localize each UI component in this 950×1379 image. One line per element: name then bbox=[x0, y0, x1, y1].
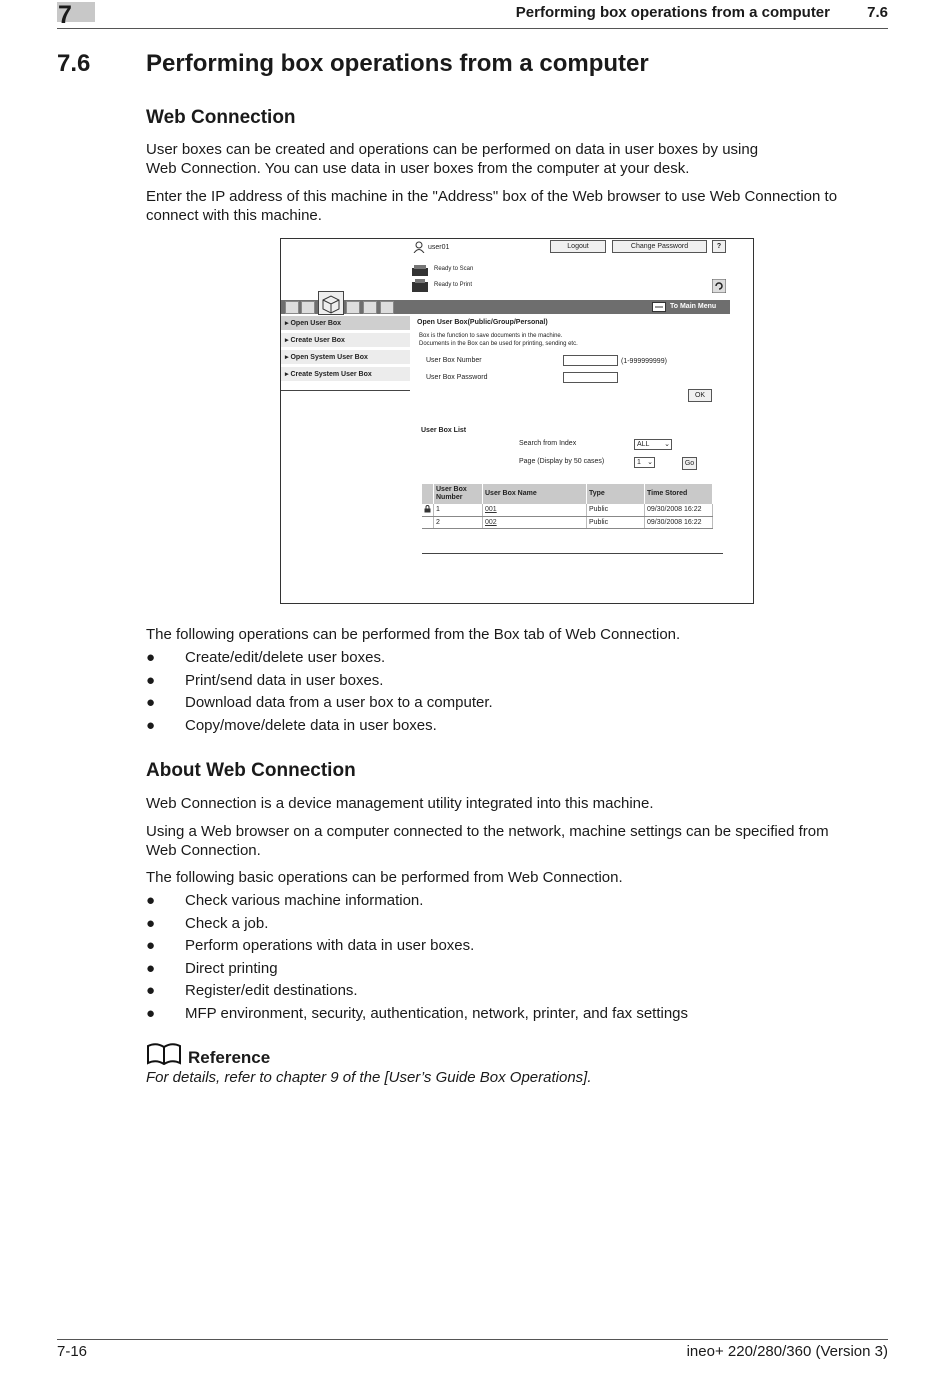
table-row bbox=[422, 504, 713, 516]
list-title: User Box List bbox=[421, 427, 467, 434]
box-password-input[interactable] bbox=[563, 372, 618, 383]
list-item bbox=[146, 693, 493, 716]
header-rule bbox=[57, 28, 888, 29]
list-item-text: MFP environment, security, authentication, network, printer, and fax settings bbox=[185, 1004, 689, 1022]
change-password-button[interactable]: Change Password bbox=[612, 240, 707, 253]
reference-text: For details, refer to chapter 9 of the [User’s Guide Box Operations]. bbox=[146, 1069, 592, 1086]
bullet-icon: ● bbox=[146, 1004, 156, 1022]
about-para3: The following basic operations can be performed from Web Connection. bbox=[146, 869, 623, 886]
bullet-icon: ● bbox=[146, 982, 156, 999]
running-header-title: Performing box operations from a computer bbox=[515, 4, 830, 21]
box-number-input[interactable] bbox=[563, 355, 618, 366]
list-item bbox=[146, 959, 688, 982]
para-line: connect with this machine. bbox=[146, 207, 322, 224]
tab-maintenance[interactable] bbox=[301, 301, 315, 314]
refresh-icon[interactable] bbox=[712, 279, 726, 293]
list-item-text: Register/edit destinations. bbox=[185, 982, 358, 999]
menu-open-user-box[interactable]: ▸ Open User Box bbox=[281, 316, 410, 331]
table-row bbox=[422, 516, 713, 528]
list-item bbox=[146, 1004, 688, 1027]
main-menu-icon bbox=[652, 302, 666, 312]
about-heading: About Web Connection bbox=[146, 760, 356, 781]
running-header-section: 7.6 bbox=[867, 4, 888, 21]
tab-job[interactable] bbox=[285, 301, 299, 314]
status-print: Ready to Print bbox=[434, 282, 473, 288]
bullet-icon: ● bbox=[146, 914, 156, 932]
cell-lock-empty bbox=[422, 516, 434, 528]
list-item-text: Perform operations with data in user boxes. bbox=[185, 937, 475, 954]
status-scan: Ready to Scan bbox=[434, 266, 474, 272]
list-item-text: Direct printing bbox=[185, 959, 278, 977]
book-icon bbox=[146, 1041, 182, 1067]
menu-label: Open User Box bbox=[290, 320, 342, 327]
cell-number: 1 bbox=[434, 504, 483, 516]
box-password-label: User Box Password bbox=[426, 374, 488, 381]
para-line: User boxes can be created and operations can be performed on data in user boxes by using bbox=[146, 141, 759, 158]
bullet-icon: ● bbox=[146, 694, 156, 711]
menu-label: Create User Box bbox=[290, 337, 345, 344]
bullet-icon: ● bbox=[146, 716, 156, 734]
tab-fax[interactable] bbox=[380, 301, 394, 314]
column-header-time: Time Stored bbox=[645, 484, 713, 504]
scanner-icon bbox=[411, 264, 429, 278]
user-box-table bbox=[422, 484, 713, 529]
menu-label: Open System User Box bbox=[290, 354, 368, 361]
section-title: Performing box operations from a computer bbox=[146, 50, 649, 77]
chapter-number: 7 bbox=[58, 1, 72, 29]
list-item-text: Copy/move/delete data in user boxes. bbox=[185, 716, 437, 734]
chevron-down-icon: ⌄ bbox=[664, 441, 670, 448]
column-header-lock bbox=[422, 484, 434, 504]
list-item bbox=[146, 648, 493, 671]
menu-open-system-user-box[interactable]: ▸ Open System User Box bbox=[281, 350, 410, 365]
panel-title: Open User Box(Public/Group/Personal) bbox=[417, 319, 548, 326]
page-value: 1 bbox=[637, 459, 641, 466]
column-header-name: User Box Name bbox=[483, 484, 587, 504]
box-name-link[interactable]: 002 bbox=[483, 516, 587, 528]
section-number: 7.6 bbox=[57, 50, 91, 77]
printer-icon bbox=[411, 279, 429, 293]
product-name: ineo+ 220/280/360 (Version 3) bbox=[686, 1343, 888, 1360]
web-connection-para1 bbox=[146, 140, 881, 178]
footer-rule bbox=[57, 1339, 888, 1340]
bullet-icon: ● bbox=[146, 937, 156, 954]
page-select[interactable] bbox=[634, 457, 655, 468]
user-name: user01 bbox=[428, 244, 450, 251]
cell-number: 2 bbox=[434, 516, 483, 528]
panel-desc-1: Box is the function to save documents in the machine. bbox=[419, 333, 563, 339]
tab-direct-print[interactable] bbox=[346, 301, 360, 314]
list-item bbox=[146, 914, 688, 937]
ok-button[interactable]: OK bbox=[688, 389, 712, 402]
list-item bbox=[146, 936, 688, 959]
para-line: Web Connection. bbox=[146, 842, 261, 859]
menu-create-user-box[interactable]: ▸ Create User Box bbox=[281, 333, 410, 348]
lock-icon bbox=[422, 504, 434, 516]
bullet-icon: ● bbox=[146, 649, 156, 666]
menu-label: Create System User Box bbox=[290, 371, 372, 378]
chevron-down-icon: ⌄ bbox=[647, 459, 653, 466]
bullet-icon: ● bbox=[146, 892, 156, 909]
to-main-menu-link[interactable]: To Main Menu bbox=[670, 303, 717, 310]
user-icon bbox=[413, 241, 425, 253]
operations-list bbox=[146, 648, 493, 738]
list-divider bbox=[422, 553, 723, 554]
about-para1: Web Connection is a device management utility integrated into this machine. bbox=[146, 795, 654, 812]
tab-store-address[interactable] bbox=[363, 301, 377, 314]
web-connection-para2 bbox=[146, 187, 881, 225]
tab-box[interactable] bbox=[318, 291, 344, 315]
search-select[interactable] bbox=[634, 439, 672, 450]
box-number-label: User Box Number bbox=[426, 357, 482, 364]
box-name-link[interactable]: 001 bbox=[483, 504, 587, 516]
box-icon bbox=[319, 292, 343, 314]
reference-title: Reference bbox=[188, 1048, 271, 1067]
list-item bbox=[146, 671, 493, 694]
list-item bbox=[146, 891, 688, 914]
column-header-number: User Box Number bbox=[434, 484, 483, 504]
list-item-text: Check various machine information. bbox=[185, 892, 424, 909]
page-number: 7-16 bbox=[57, 1343, 88, 1360]
bullet-icon: ● bbox=[146, 671, 156, 689]
para-line: Web Connection. You can use data in user boxes from the computer at your desk. bbox=[146, 160, 690, 177]
list-item-text: Download data from a user box to a computer. bbox=[185, 694, 493, 711]
cell-time: 09/30/2008 16:22 bbox=[645, 516, 713, 528]
list-item-text: Create/edit/delete user boxes. bbox=[185, 649, 386, 666]
search-label: Search from Index bbox=[519, 440, 577, 447]
web-connection-heading: Web Connection bbox=[146, 107, 296, 128]
help-button[interactable]: ? bbox=[712, 240, 726, 253]
list-item-text: Check a job. bbox=[185, 914, 269, 932]
column-header-type: Type bbox=[587, 484, 645, 504]
web-connection-screenshot bbox=[280, 238, 754, 604]
logout-button[interactable]: Logout bbox=[550, 240, 606, 253]
list-item bbox=[146, 716, 493, 739]
panel-desc-2: Documents in the Box can be used for printing, sending etc. bbox=[419, 341, 578, 347]
menu-create-system-user-box[interactable]: ▸ Create System User Box bbox=[281, 367, 410, 382]
operations-intro: The following operations can be performed from the Box tab of Web Connection. bbox=[146, 626, 681, 643]
para-line: Using a Web browser on a computer connected to the network, machine settings can be specified from bbox=[146, 823, 829, 840]
about-list bbox=[146, 891, 688, 1026]
para-line: Enter the IP address of this machine in the "Address" box of the Web browser to use Web Connection to bbox=[146, 188, 838, 205]
menu-divider bbox=[281, 390, 410, 391]
about-para2 bbox=[146, 822, 881, 860]
cell-type: Public bbox=[587, 516, 645, 528]
page-label: Page (Display by 50 cases) bbox=[519, 458, 605, 465]
search-value: ALL bbox=[637, 441, 650, 448]
list-item bbox=[146, 981, 688, 1004]
bullet-icon: ● bbox=[146, 959, 156, 977]
box-number-range: (1-999999999) bbox=[621, 358, 667, 365]
cell-time: 09/30/2008 16:22 bbox=[645, 504, 713, 516]
list-item-text: Print/send data in user boxes. bbox=[185, 671, 384, 689]
go-button[interactable]: Go bbox=[682, 457, 697, 470]
cell-type: Public bbox=[587, 504, 645, 516]
